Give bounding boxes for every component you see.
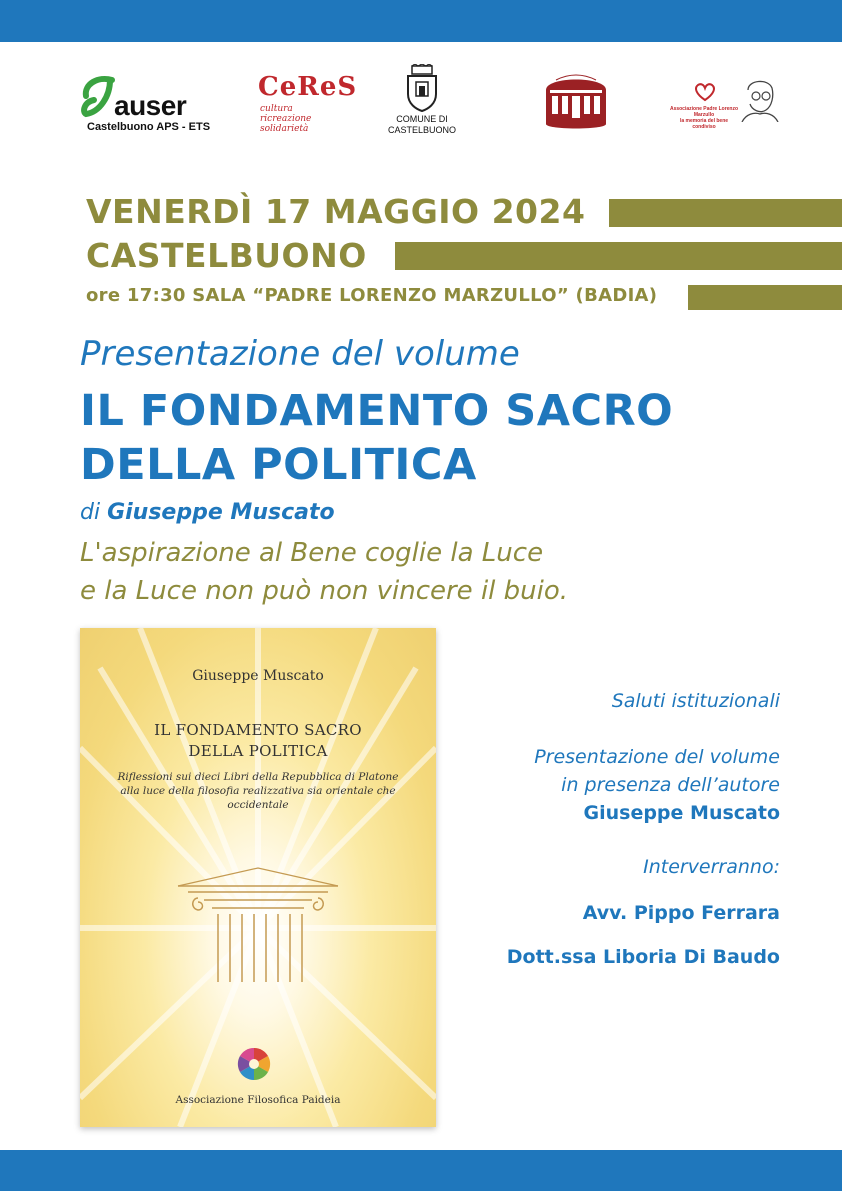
bottom-band [0,1150,842,1191]
cover-subtitle: Riflessioni sui dieci Libri della Repubblica di Platone alla luce della filosofia realizzativa sia orientale che occidentale [117,771,399,811]
auser-logo [80,72,220,138]
top-band [0,0,842,42]
program-speaker-1: Avv. Pippo Ferrara [582,902,780,924]
comune-name: COMUNE DI CASTELBUONO [387,114,456,135]
ionic-column-icon [168,864,348,984]
program-presentation-line2: in presenza dell’autore [561,774,780,796]
cover-title-line2: DELLA POLITICA [188,742,328,760]
author-prefix: di [80,500,108,525]
olive-rule [395,242,842,270]
olive-rule [609,199,842,227]
comune-logo [380,64,464,138]
quote-line1: L'aspirazione al Bene coglie la Luce [80,538,544,568]
coat-of-arms-icon [404,64,440,112]
event-date: VENERDÌ 17 MAGGIO 2024 [86,192,586,231]
program-speakers-label: Interverranno: [643,856,780,878]
presentation-label: Presentazione del volume [80,334,520,374]
cover-author: Giuseppe Muscato [192,668,324,684]
auser-name: auser [114,90,187,121]
program-presentation-line1: Presentazione del volume [534,746,780,768]
building-facade-icon [542,68,610,134]
portrait-sketch-icon [738,76,780,122]
program-speaker-2: Dott.ssa Liboria Di Baudo [506,946,780,968]
event-time-venue: ore 17:30 SALA “PADRE LORENZO MARZULLO” (BADIA) [86,285,658,306]
book-title-line2: DELLA POLITICA [80,440,477,490]
heart-icon [694,82,716,102]
ceres-logo [258,72,358,138]
quote-line2: e la Luce non può non vincere il buio. [80,576,569,606]
auser-subtitle: Castelbuono APS - ETS [87,121,211,133]
associazione-name: Associazione Padre Lorenzo Marzullo la memoria del bene condiviso [669,106,739,130]
ceres-subtitle: cultura ricreazione solidarietà [260,104,312,134]
program-greetings: Saluti istituzionali [611,690,780,712]
ceres-name: CeReS [258,72,358,102]
event-place: CASTELBUONO [86,236,367,275]
associazione-logo [668,76,782,130]
book-title-line1: IL FONDAMENTO SACRO [80,386,674,436]
olive-rule [688,285,842,310]
program-author: Giuseppe Muscato [583,802,780,824]
paideia-emblem-icon [236,1046,272,1082]
ente-logo [542,68,610,134]
book-cover [80,628,436,1127]
cover-title-line1: IL FONDAMENTO SACRO [154,721,362,739]
book-author-line [80,500,335,525]
cover-publisher: Associazione Filosofica Paideia [175,1094,341,1106]
book-author: Giuseppe Muscato [107,500,335,525]
